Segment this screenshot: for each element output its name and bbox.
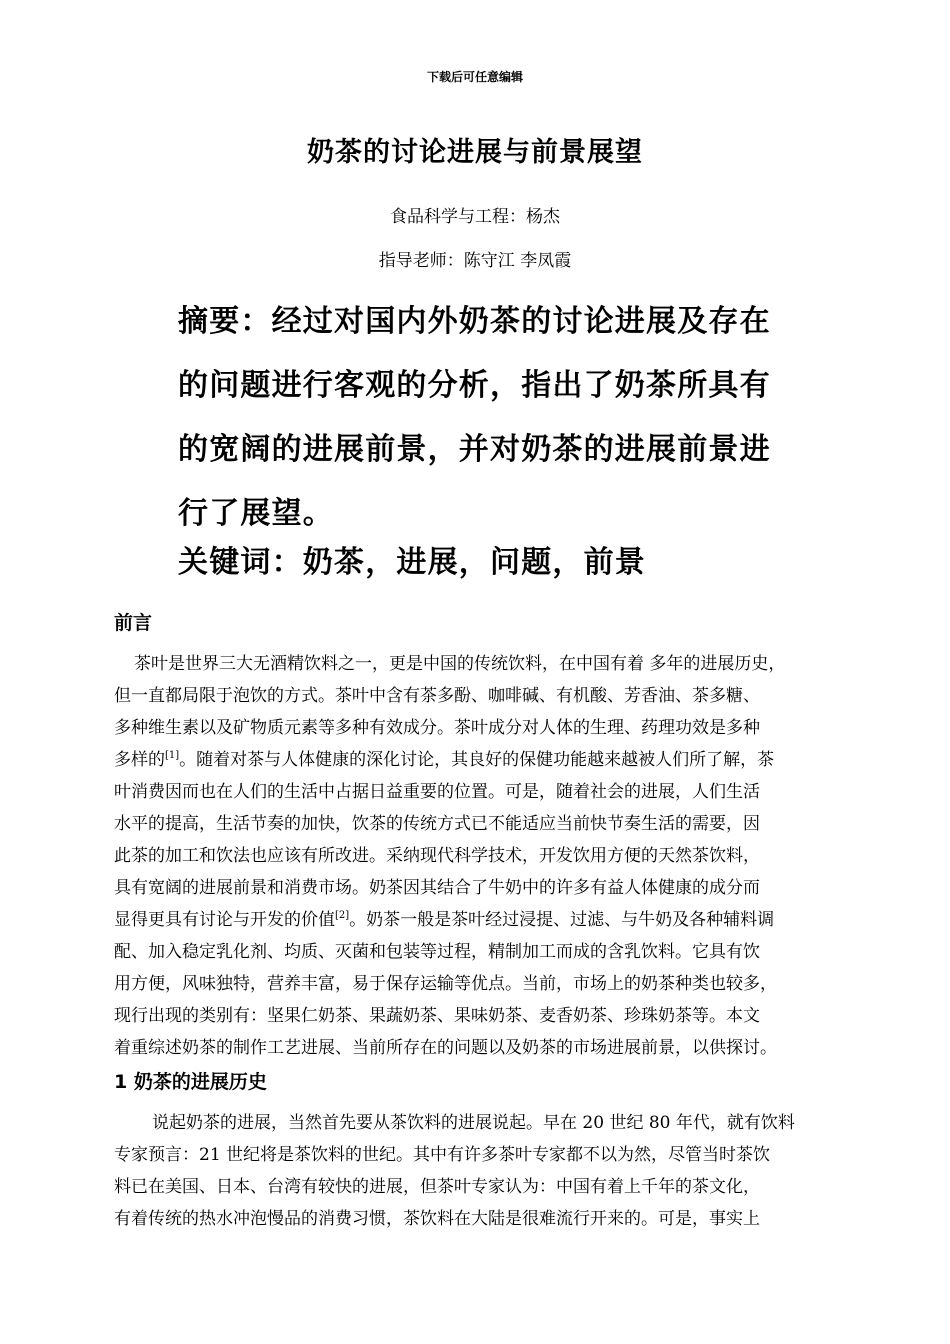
- paragraph-line: 用方便，风味独特，营养丰富，易于保存运输等优点。当前，市场上的奶茶种类也较多，: [114, 974, 777, 994]
- paragraph-line: 配、加入稳定乳化剂、均质、灭菌和包装等过程，精制加工而成的含乳饮料。它具有饮: [114, 942, 760, 962]
- abstract-line: 的问题进行客观的分析，指出了奶茶所具有: [178, 368, 771, 403]
- paragraph-line: 但一直都局限于泡饮的方式。茶叶中含有茶多酚、咖啡碱、有机酸、芳香油、茶多糖、: [114, 686, 760, 706]
- text-run: 显得更具有讨论与开发的价值: [114, 910, 335, 930]
- header-note: 下载后可任意编辑: [426, 70, 523, 84]
- paragraph-line: 现行出现的类别有：坚果仁奶茶、果蔬奶茶、果味奶茶、麦香奶茶、珍珠奶茶等。本文: [114, 1006, 760, 1026]
- paragraph-line: 叶消费因而也在人们的生活中占据日益重要的位置。可是，随着社会的进展，人们生活: [114, 782, 760, 802]
- paragraph-line: 有着传统的热水冲泡慢品的消费习惯，茶饮料在大陆是很难流行开来的。可是，事实上: [114, 1209, 760, 1229]
- paragraph-line: 专家预言：21 世纪将是茶饮料的世纪。其中有许多茶叶专家都不以为然，尽管当时茶饮: [114, 1145, 771, 1165]
- abstract-line: 的宽阔的进展前景，并对奶茶的进展前景进: [178, 432, 771, 467]
- paragraph-line: [114, 744, 874, 776]
- paragraph-line: 着重综述奶茶的制作工艺进展、当前所存在的问题以及奶茶的市场进展前景，以供探讨。: [114, 1038, 777, 1058]
- paragraph-line: 具有宽阔的进展前景和消费市场。奶茶因其结合了牛奶中的许多有益人体健康的成分而: [114, 878, 760, 898]
- text-run: 。奶茶一般是茶叶经过浸提、过滤、与牛奶及各种辅料调: [349, 910, 775, 930]
- paragraph-line: 多种维生素以及矿物质元素等多种有效成分。茶叶成分对人体的生理、药理功效是多种: [114, 718, 760, 738]
- abstract-line: 行了展望。: [178, 496, 334, 531]
- abstract-line: 摘要：经过对国内外奶茶的讨论进展及存在: [178, 304, 771, 339]
- citation-ref: [2]: [335, 910, 350, 921]
- text-run: 。随着对茶与人体健康的深化讨论，其良好的保健功能越来越被人们所了解，茶: [179, 750, 775, 770]
- paragraph-line: 料已在美国、日本、台湾有较快的进展，但茶叶专家认为：中国有着上千年的茶文化，: [114, 1177, 760, 1197]
- advisor-line: 指导老师：陈守江 李凤霞: [378, 251, 572, 271]
- section-heading-history: 1 奶茶的进展历史: [114, 1071, 267, 1093]
- preface-paragraph: [114, 648, 874, 1064]
- author-line: 食品科学与工程：杨杰: [390, 207, 560, 227]
- paragraph-line: 此茶的加工和饮法也应该有所改进。采纳现代科学技术，开发饮用方便的天然茶饮料，: [114, 846, 760, 866]
- paragraph-line: 茶叶是世界三大无酒精饮料之一，更是中国的传统饮料，在中国有着 多年的进展历史，: [134, 654, 786, 674]
- paragraph-line: 水平的提高，生活节奏的加快，饮茶的传统方式已不能适应当前快节奏生活的需要，因: [114, 814, 760, 834]
- abstract: [178, 290, 818, 546]
- paragraph-line: [114, 904, 874, 936]
- text-run: 多样的: [114, 750, 165, 770]
- history-paragraph: [114, 1107, 874, 1235]
- keywords: 关键词：奶茶，进展，问题，前景: [178, 545, 646, 580]
- paragraph-line: 说起奶茶的进展，当然首先要从茶饮料的进展说起。早在 20 世纪 80 年代，就有饮料: [152, 1113, 795, 1133]
- citation-ref: [1]: [165, 750, 180, 761]
- section-heading-preface: 前言: [114, 612, 153, 634]
- page-title: 奶茶的讨论进展与前景展望: [307, 137, 643, 168]
